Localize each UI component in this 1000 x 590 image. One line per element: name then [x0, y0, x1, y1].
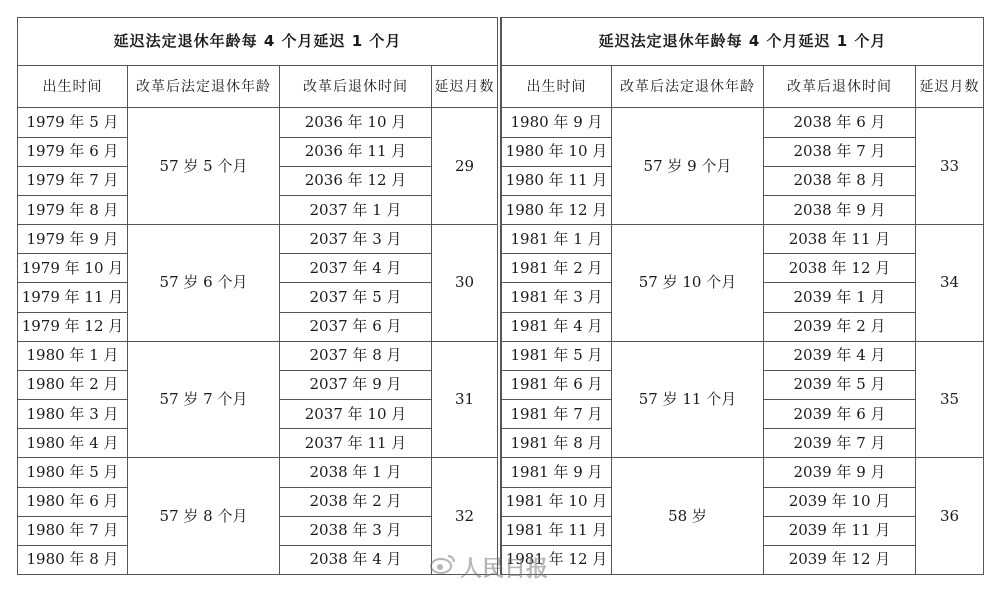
birth-date-cell: 1981 年 5 月 — [502, 341, 612, 370]
birth-date-cell: 1979 年 12 月 — [18, 312, 128, 341]
retirement-date-cell: 2038 年 12 月 — [764, 254, 916, 283]
birth-date-cell: 1981 年 1 月 — [502, 225, 612, 254]
birth-date-cell: 1981 年 6 月 — [502, 370, 612, 399]
retirement-date-cell: 2039 年 1 月 — [764, 283, 916, 312]
delay-months-cell: 30 — [432, 225, 498, 342]
retirement-date-cell: 2038 年 7 月 — [764, 137, 916, 166]
table-title: 延迟法定退休年龄每 4 个月延迟 1 个月 — [502, 18, 984, 66]
title-row — [18, 18, 498, 66]
retirement-date-cell: 2037 年 8 月 — [280, 341, 432, 370]
retirement-date-cell: 2038 年 11 月 — [764, 225, 916, 254]
column-header: 改革后法定退休年龄 — [612, 66, 764, 108]
column-header: 出生时间 — [502, 66, 612, 108]
table-title: 延迟法定退休年龄每 4 个月延迟 1 个月 — [18, 18, 498, 66]
retirement-date-cell: 2038 年 6 月 — [764, 108, 916, 137]
delay-months-cell: 33 — [916, 108, 984, 225]
birth-date-cell: 1981 年 11 月 — [502, 516, 612, 545]
table-row — [502, 225, 984, 254]
left-retirement-table — [17, 17, 497, 575]
retirement-age-cell: 57 岁 7 个月 — [128, 341, 280, 458]
table-row — [18, 108, 498, 137]
birth-date-cell: 1980 年 6 月 — [18, 487, 128, 516]
retirement-date-cell: 2039 年 11 月 — [764, 516, 916, 545]
watermark — [430, 552, 548, 582]
retirement-date-cell: 2037 年 6 月 — [280, 312, 432, 341]
birth-date-cell: 1980 年 5 月 — [18, 458, 128, 487]
column-header: 出生时间 — [18, 66, 128, 108]
column-header: 改革后退休时间 — [280, 66, 432, 108]
retirement-date-cell: 2036 年 12 月 — [280, 166, 432, 195]
table-row — [502, 458, 984, 487]
retirement-age-cell: 57 岁 10 个月 — [612, 225, 764, 342]
retirement-date-cell: 2038 年 4 月 — [280, 545, 432, 574]
header-row — [18, 66, 498, 108]
retirement-date-cell: 2038 年 2 月 — [280, 487, 432, 516]
header-row — [502, 66, 984, 108]
retirement-date-cell: 2037 年 1 月 — [280, 195, 432, 224]
retirement-date-cell: 2039 年 5 月 — [764, 370, 916, 399]
retirement-table — [17, 17, 498, 575]
column-header: 延迟月数 — [432, 66, 498, 108]
birth-date-cell: 1980 年 11 月 — [502, 166, 612, 195]
birth-date-cell: 1980 年 4 月 — [18, 429, 128, 458]
birth-date-cell: 1980 年 2 月 — [18, 370, 128, 399]
table-row — [18, 458, 498, 487]
delay-months-cell: 34 — [916, 225, 984, 342]
retirement-date-cell: 2039 年 4 月 — [764, 341, 916, 370]
birth-date-cell: 1981 年 4 月 — [502, 312, 612, 341]
delay-months-cell: 36 — [916, 458, 984, 575]
table-row — [502, 108, 984, 137]
birth-date-cell: 1981 年 2 月 — [502, 254, 612, 283]
retirement-date-cell: 2039 年 6 月 — [764, 400, 916, 429]
retirement-date-cell: 2037 年 5 月 — [280, 283, 432, 312]
table-row — [502, 341, 984, 370]
birth-date-cell: 1981 年 3 月 — [502, 283, 612, 312]
birth-date-cell: 1981 年 10 月 — [502, 487, 612, 516]
retirement-date-cell: 2037 年 10 月 — [280, 400, 432, 429]
delay-months-cell: 31 — [432, 341, 498, 458]
birth-date-cell: 1980 年 7 月 — [18, 516, 128, 545]
retirement-date-cell: 2039 年 12 月 — [764, 545, 916, 574]
column-header: 改革后法定退休年龄 — [128, 66, 280, 108]
retirement-date-cell: 2037 年 9 月 — [280, 370, 432, 399]
weibo-icon — [430, 553, 456, 581]
column-header: 改革后退休时间 — [764, 66, 916, 108]
retirement-age-cell: 57 岁 5 个月 — [128, 108, 280, 225]
retirement-date-cell: 2039 年 10 月 — [764, 487, 916, 516]
table-row — [18, 341, 498, 370]
retirement-age-cell: 57 岁 8 个月 — [128, 458, 280, 575]
birth-date-cell: 1980 年 12 月 — [502, 195, 612, 224]
watermark-text: 人民日报 — [460, 556, 549, 582]
retirement-date-cell: 2038 年 1 月 — [280, 458, 432, 487]
birth-date-cell: 1980 年 8 月 — [18, 545, 128, 574]
retirement-date-cell: 2037 年 11 月 — [280, 429, 432, 458]
retirement-date-cell: 2039 年 2 月 — [764, 312, 916, 341]
birth-date-cell: 1981 年 8 月 — [502, 429, 612, 458]
birth-date-cell: 1980 年 1 月 — [18, 341, 128, 370]
table-row — [18, 225, 498, 254]
birth-date-cell: 1980 年 10 月 — [502, 137, 612, 166]
retirement-date-cell: 2039 年 7 月 — [764, 429, 916, 458]
birth-date-cell: 1979 年 11 月 — [18, 283, 128, 312]
birth-date-cell: 1979 年 7 月 — [18, 166, 128, 195]
retirement-date-cell: 2037 年 3 月 — [280, 225, 432, 254]
title-row — [502, 18, 984, 66]
birth-date-cell: 1980 年 9 月 — [502, 108, 612, 137]
birth-date-cell: 1979 年 5 月 — [18, 108, 128, 137]
delay-months-cell: 32 — [432, 458, 498, 575]
retirement-date-cell: 2037 年 4 月 — [280, 254, 432, 283]
retirement-date-cell: 2038 年 8 月 — [764, 166, 916, 195]
retirement-date-cell: 2038 年 9 月 — [764, 195, 916, 224]
retirement-age-cell: 57 岁 6 个月 — [128, 225, 280, 342]
column-header: 延迟月数 — [916, 66, 984, 108]
right-retirement-table — [501, 17, 983, 575]
birth-date-cell: 1979 年 9 月 — [18, 225, 128, 254]
birth-date-cell: 1980 年 3 月 — [18, 400, 128, 429]
birth-date-cell: 1981 年 9 月 — [502, 458, 612, 487]
retirement-date-cell: 2036 年 11 月 — [280, 137, 432, 166]
retirement-age-cell: 57 岁 11 个月 — [612, 341, 764, 458]
delay-months-cell: 35 — [916, 341, 984, 458]
retirement-age-cell: 58 岁 — [612, 458, 764, 575]
birth-date-cell: 1979 年 8 月 — [18, 195, 128, 224]
retirement-age-cell: 57 岁 9 个月 — [612, 108, 764, 225]
retirement-table — [501, 17, 984, 575]
delay-months-cell: 29 — [432, 108, 498, 225]
birth-date-cell: 1979 年 6 月 — [18, 137, 128, 166]
retirement-date-cell: 2039 年 9 月 — [764, 458, 916, 487]
retirement-date-cell: 2036 年 10 月 — [280, 108, 432, 137]
birth-date-cell: 1981 年 7 月 — [502, 400, 612, 429]
retirement-date-cell: 2038 年 3 月 — [280, 516, 432, 545]
birth-date-cell: 1979 年 10 月 — [18, 254, 128, 283]
birth-date-cell: 1981 年 12 月 — [502, 545, 612, 574]
